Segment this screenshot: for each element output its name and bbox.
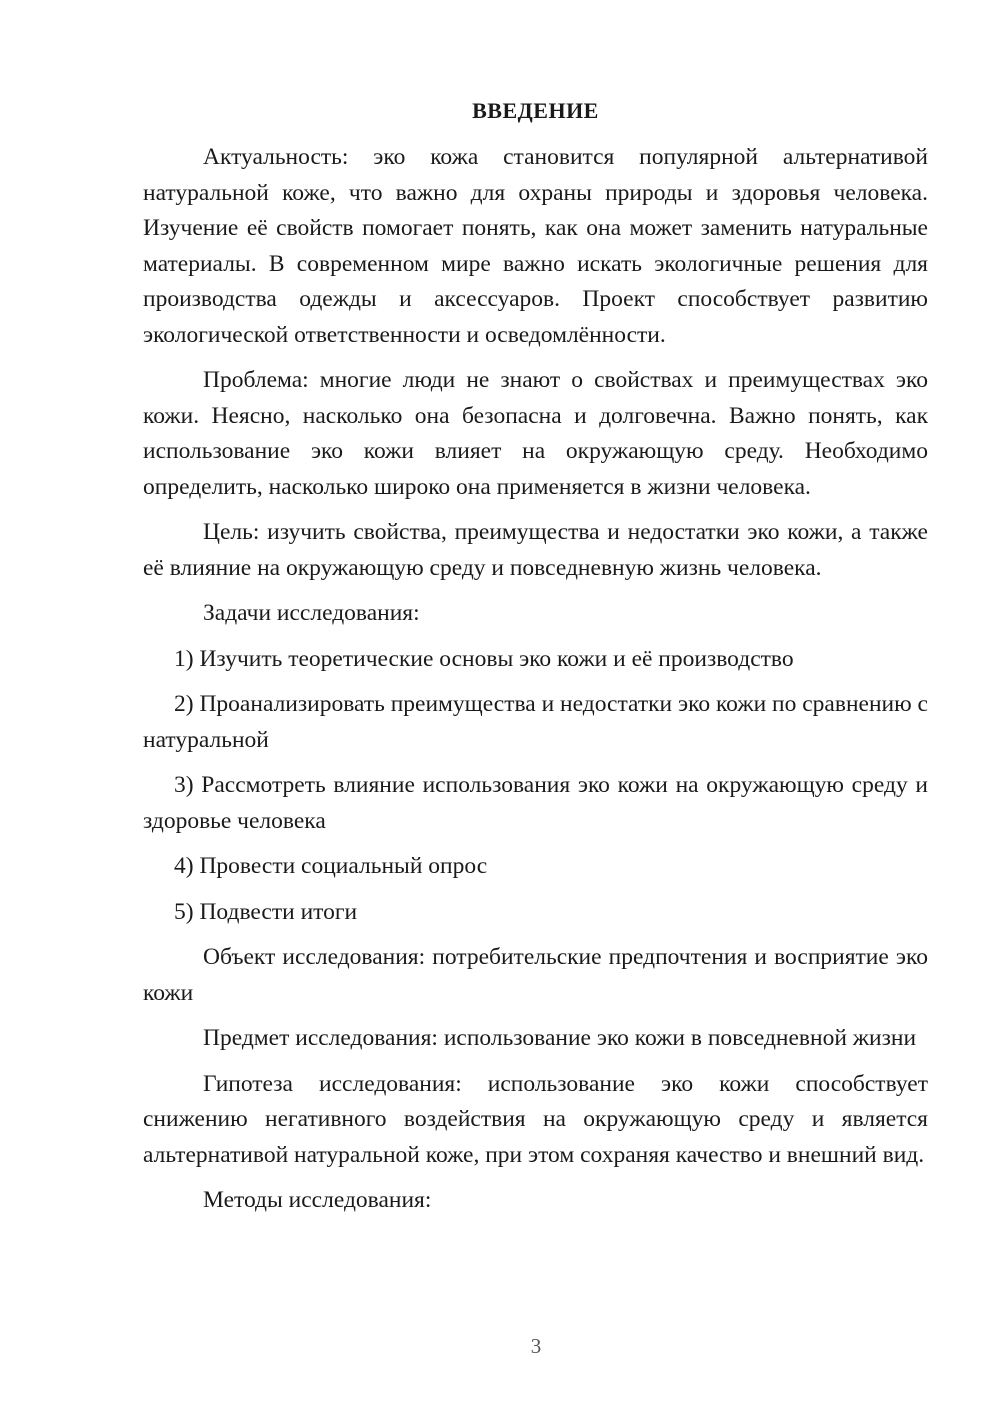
page-content xyxy=(143,96,928,1229)
task-list-item: 4) Провести социальный опрос xyxy=(174,853,488,879)
paragraph-hypothesis: Гипотеза исследования: использование эко кожи способствует снижению негативного воздействия на окружающую среду и является альтернативой натуральной коже, при этом сохраняя качество и внешний вид. xyxy=(143,1070,928,1168)
task-list-item: 1) Изучить теоретические основы эко кожи и её производство xyxy=(174,645,794,672)
paragraph-goal: Цель: изучить свойства, преимущества и недостатки эко кожи, а также её влияние на окружающую среду и повседневную жизнь человека. xyxy=(143,519,928,581)
task-list-item: 5) Подвести итоги xyxy=(174,898,358,925)
paragraph-methods-heading: Методы исследования: xyxy=(203,1187,432,1213)
task-list-item: 2) Проанализировать преимущества и недостатки эко кожи по сравнению с натуральной xyxy=(143,691,928,753)
page-number: 3 xyxy=(530,1334,542,1358)
paragraph-relevance: Актуальность: эко кожа становится популярной альтернативой натуральной коже, что важно для охраны природы и здоровья человека. Изучение её свойств помогает понять, как она может заменить натуральные материалы. В современном мире важно искать экологичные решения для производства одежды и аксессуаров. Проект способствует развитию экологической ответственности и осведомлённости. xyxy=(143,144,928,348)
section-title: ВВЕДЕНИЕ xyxy=(472,98,599,123)
task-list-item: 3) Рассмотреть влияние использования эко кожи на окружающую среду и здоровье человека xyxy=(143,772,928,834)
paragraph-problem: Проблема: многие люди не знают о свойствах и преимуществах эко кожи. Неясно, насколько она безопасна и долговечна. Важно понять, как использование эко кожи влияет на окружающую среду. Необходимо определить, насколько широко она применяется в жизни человека. xyxy=(143,367,928,500)
paragraph-object: Объект исследования: потребительские предпочтения и восприятие эко кожи xyxy=(143,944,928,1006)
paragraph-tasks-heading: Задачи исследования: xyxy=(203,600,420,626)
paragraph-subject: Предмет исследования: использование эко кожи в повседневной жизни xyxy=(203,1025,917,1051)
